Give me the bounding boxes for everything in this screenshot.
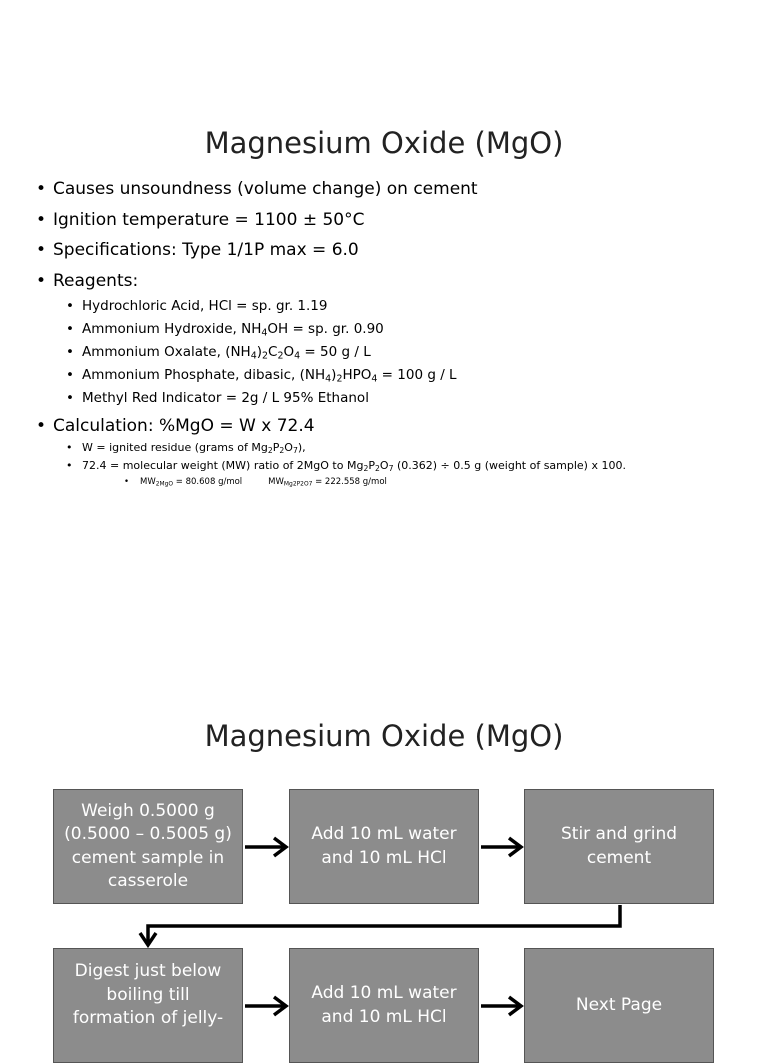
arrow-step2-to-step3: [481, 838, 521, 856]
molecular-weights: • $MW_{2MgO} = 80.608$ g/mol $MW_{Mg2P2O7} = 222.558$ g/mol: [36, 476, 748, 490]
arrow-step3-to-step4: [140, 905, 620, 945]
bullet-calculation: • Calculation: %MgO = W x 72.4: [36, 415, 748, 440]
bullet-reagents: • Reagents:: [36, 270, 748, 297]
arrow-step1-to-step2: [245, 838, 286, 856]
flow-step-next-page: Next Page: [524, 948, 714, 1063]
bullet-specifications: • Specifications: Type 1/1P max = 6.0: [36, 239, 748, 270]
flow-step-weigh-sample: Weigh 0.5000 g (0.5000 – 0.5005 g) cement sample in casserole: [53, 789, 243, 904]
reagent-ammonium-hydroxide: • Ammonium Hydroxide, $NH_4OH$ = sp. gr. 0.90: [36, 320, 748, 343]
arrow-step4-to-step5: [245, 997, 286, 1015]
calc-ratio-definition: • 72.4 = molecular weight (MW) ratio of 2MgO to $Mg_2P_2O_7$ (0.362) ÷ 0.5 g (weight of sample) x 100.: [36, 458, 748, 476]
bullet-unsoundness: • Causes unsoundness (volume change) on cement: [36, 178, 748, 209]
arrow-step5-to-step6: [481, 997, 521, 1015]
slide-2-title: Magnesium Oxide (MgO): [204, 719, 564, 753]
flow-step-add-water-hcl: Add 10 mL water and 10 mL HCl: [289, 789, 479, 904]
flow-step-stir-grind: Stir and grind cement: [524, 789, 714, 904]
reagent-ammonium-phosphate: • Ammonium Phosphate, dibasic, $(NH_4)_2HPO_4 = 100$ g / L: [36, 366, 748, 389]
calc-w-definition: • W = ignited residue (grams of $Mg_2P_2O_7$),: [36, 440, 748, 458]
reagent-ammonium-oxalate: • Ammonium Oxalate, $(NH_4)_2C_2O_4 = 50$ g / L: [36, 343, 748, 366]
flow-step-digest: Digest just below boiling till formation of jelly-: [53, 948, 243, 1063]
bullet-ignition-temperature: • Ignition temperature = 1100 ± 50°C: [36, 209, 748, 240]
slide-1-title: Magnesium Oxide (MgO): [204, 126, 564, 160]
flow-step-add-water-hcl-2: Add 10 mL water and 10 mL HCl: [289, 948, 479, 1063]
reagent-methyl-red: • Methyl Red Indicator = 2g / L 95% Ethanol: [36, 389, 748, 415]
reagent-hcl: • Hydrochloric Acid, HCl = sp. gr. 1.19: [36, 297, 748, 320]
